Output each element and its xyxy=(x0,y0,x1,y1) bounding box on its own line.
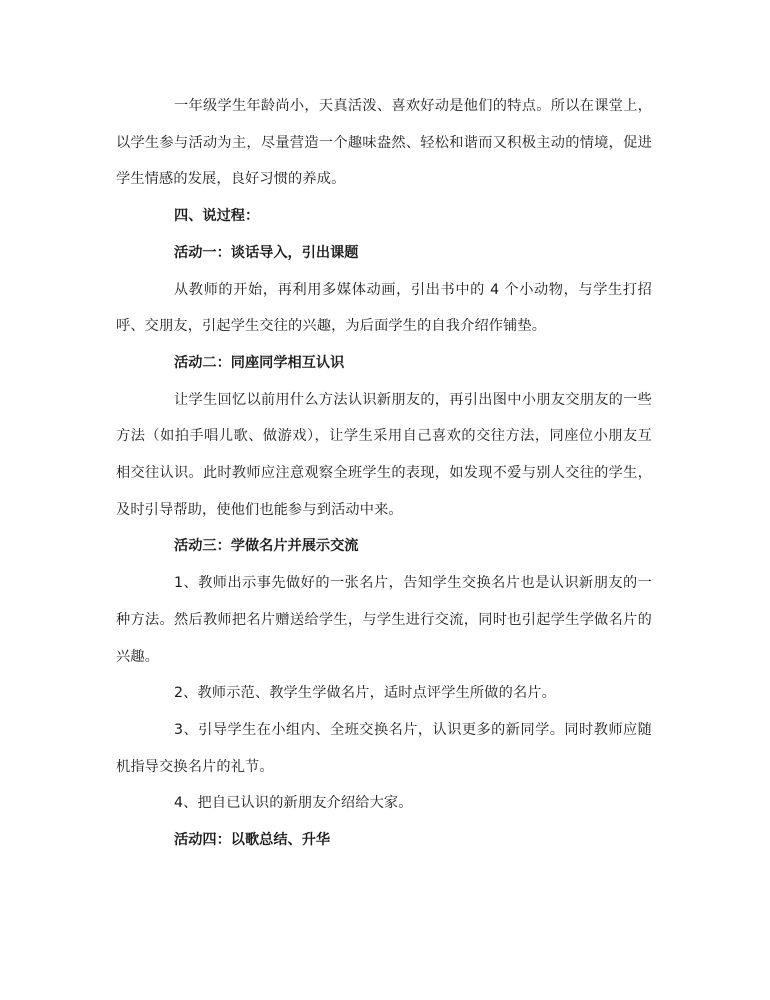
paragraph-activity-three-step-3: 3、引导学生在小组内、全班交换名片，认识更多的新同学。同时教师应随机指导交换名片的礼节。 xyxy=(116,721,652,775)
activity-three-heading: 活动三：学做名片并展示交流 xyxy=(174,538,359,555)
section-heading-process: 四、说过程： xyxy=(174,208,260,225)
document-body xyxy=(116,88,652,859)
paragraph-activity-three-step-1: 1、教师出示事先做好的一张名片，告知学生交换名片也是认识新朋友的一种方法。然后教师把名片赠送给学生，与学生进行交流，同时也引起学生学做名片的兴趣。 xyxy=(116,575,652,665)
paragraph-activity-three-step-4: 4、把自已认识的新朋友介绍给大家。 xyxy=(174,795,413,812)
paragraph-activity-two: 让学生回忆以前用什么方法认识新朋友的，再引出图中小朋友交朋友的一些方法（如拍手唱儿歌、做游戏），让学生采用自己喜欢的交往方法，同座位小朋友互相交往认识。此时教师应注意观察全班学生的表现，如发现不爱与别人交往的学生，及时引导帮助，使他们也能参与到活动中来。 xyxy=(116,391,652,518)
activity-one-heading: 活动一：谈话导入，引出课题 xyxy=(174,244,359,261)
paragraph-student-traits: 一年级学生年龄尚小，天真活泼、喜欢好动是他们的特点。所以在课堂上，以学生参与活动为主，尽量营造一个趣味盎然、轻松和谐而又积极主动的情境，促进学生情感的发展，良好习惯的养成。 xyxy=(116,98,652,188)
activity-two-heading: 活动二：同座同学相互认识 xyxy=(174,354,345,371)
paragraph-activity-one: 从教师的开始，再利用多媒体动画，引出书中的 4 个小动物，与学生打招呼、交朋友，引起学生交往的兴趣，为后面学生的自我介绍作铺垫。 xyxy=(116,281,652,335)
activity-four-heading: 活动四：以歌总结、升华 xyxy=(174,832,331,849)
paragraph-activity-three-step-2: 2、教师示范、教学生学做名片，适时点评学生所做的名片。 xyxy=(174,685,556,702)
